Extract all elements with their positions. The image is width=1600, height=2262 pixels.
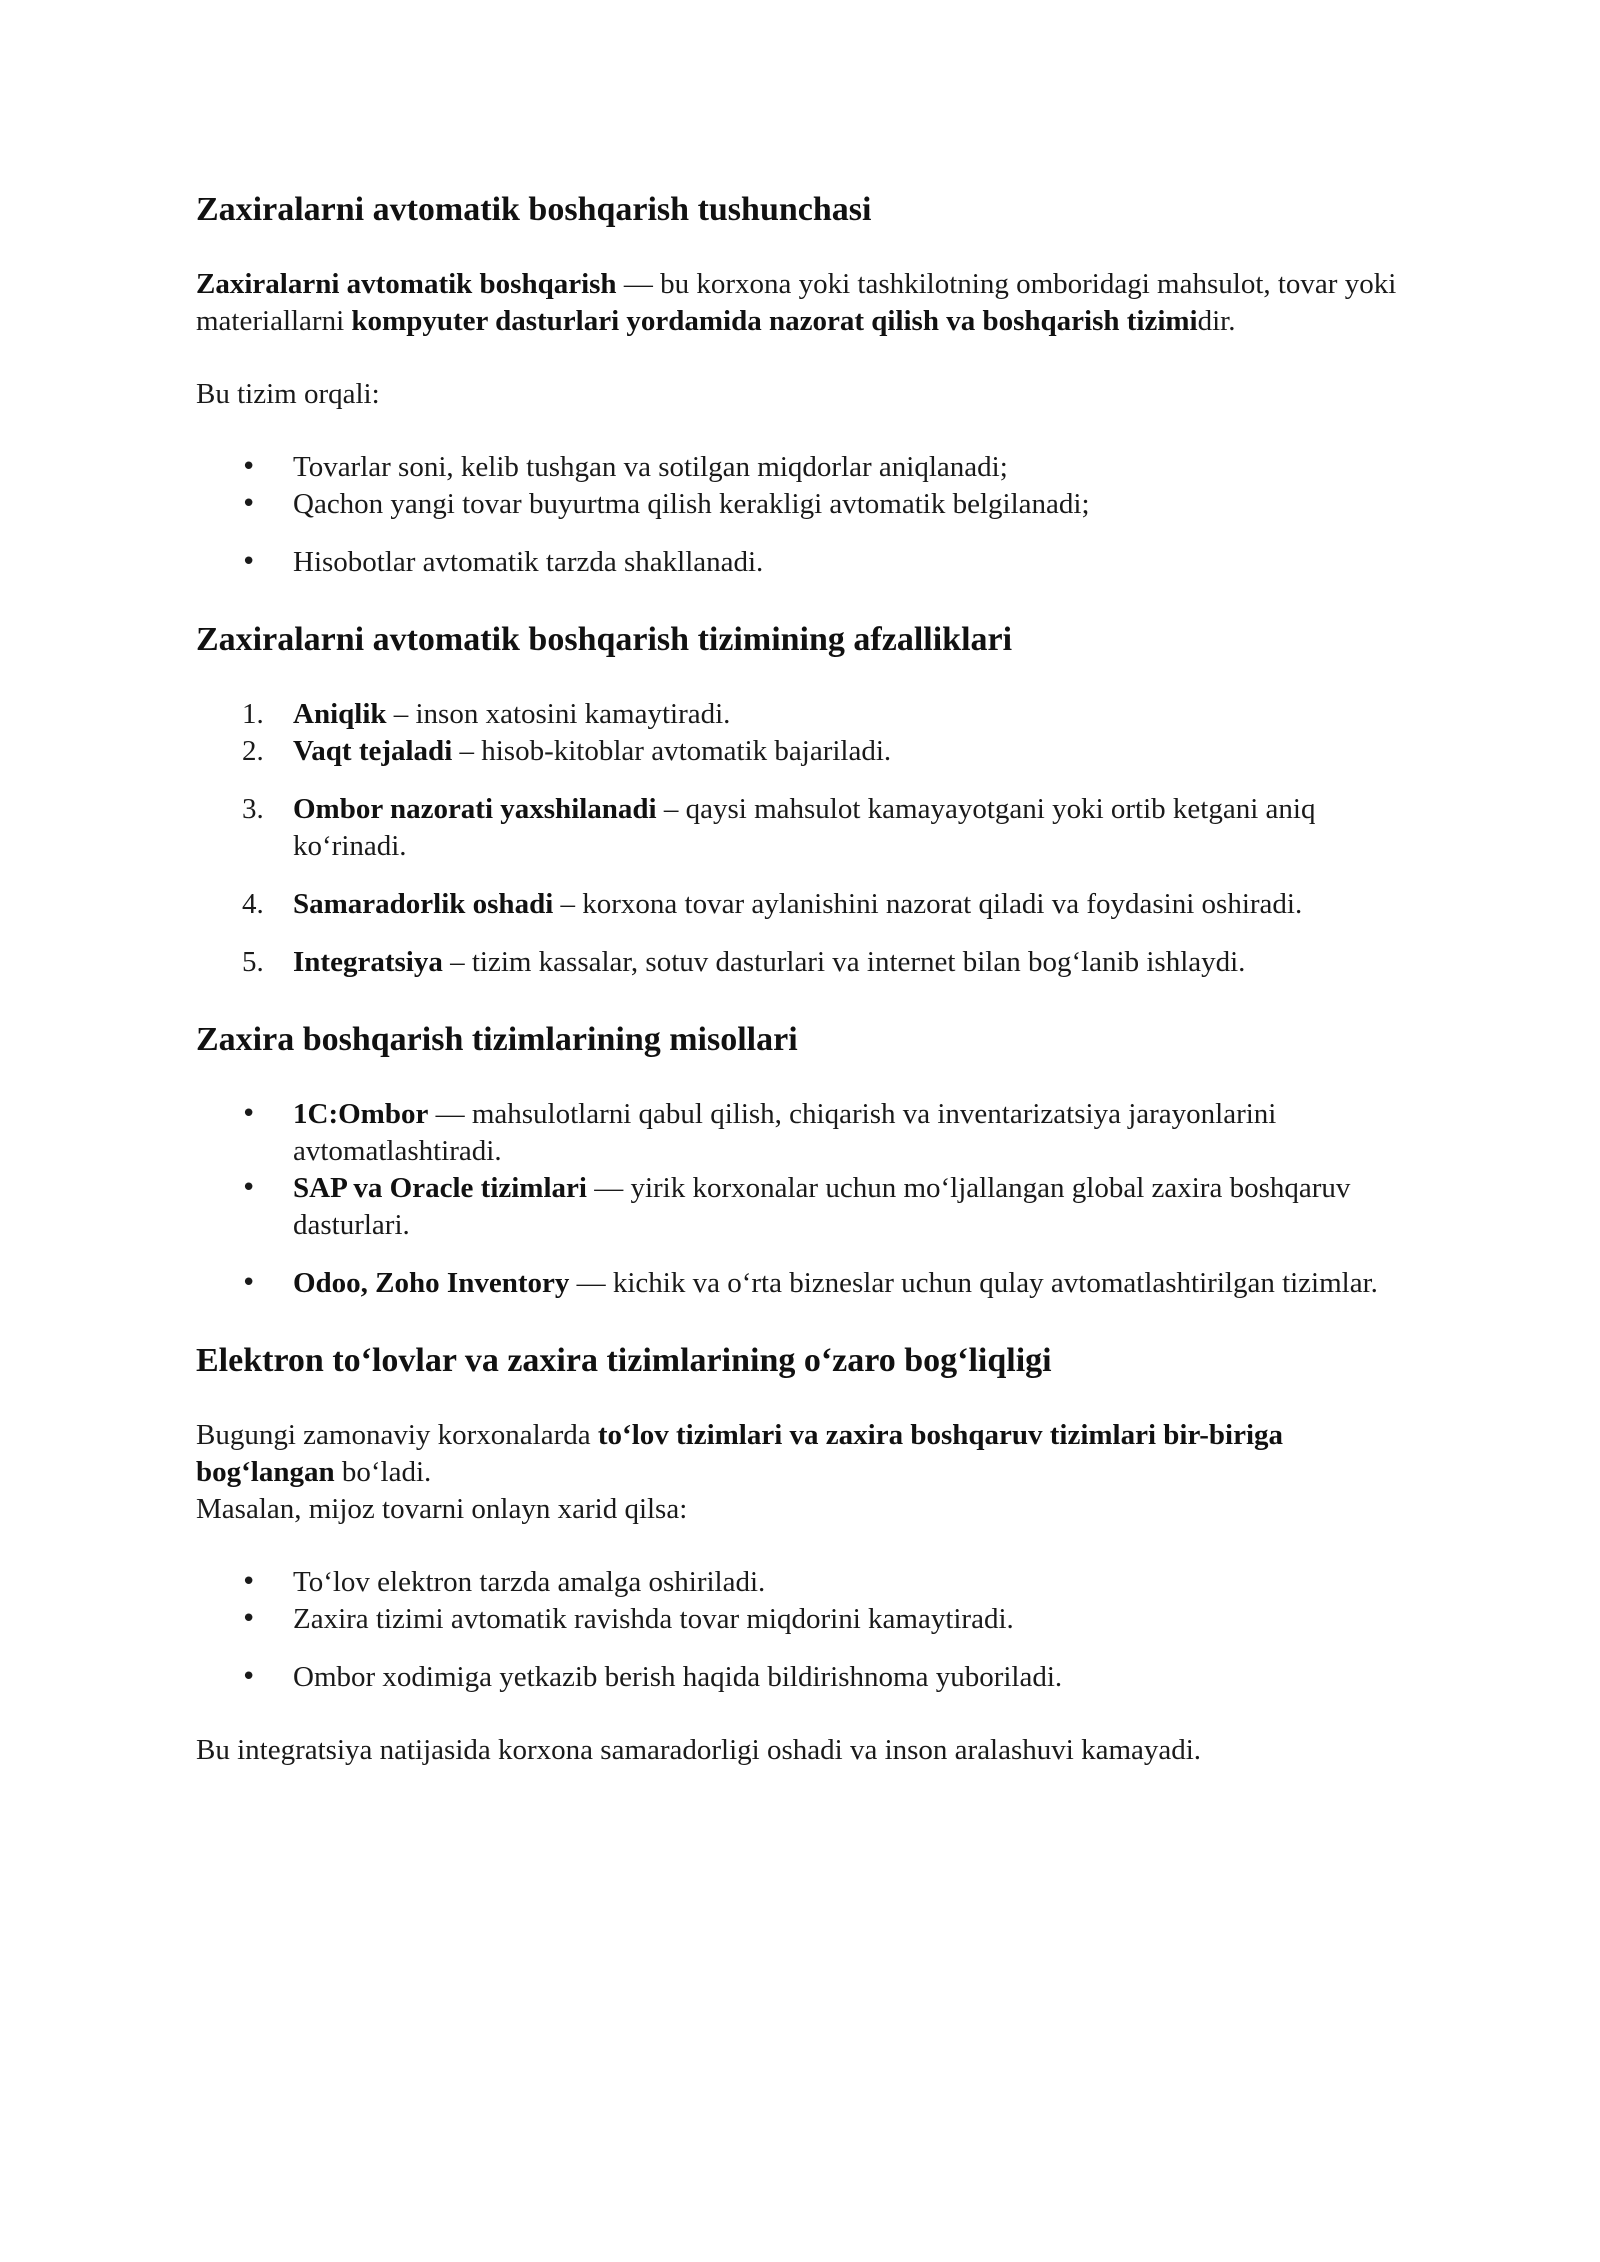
list-item-text: – tizim kassalar, sotuv dasturlari va internet bilan bog‘lanib ishlaydi. <box>442 946 1246 978</box>
section-heading: Zaxira boshqarish tizimlarining misollari <box>196 1021 798 1058</box>
bullet-list <box>196 1564 1426 1696</box>
section-heading: Zaxiralarni avtomatik boshqarish tizimining afzalliklari <box>196 621 1013 658</box>
document-page <box>196 190 1426 1769</box>
list-item <box>196 1170 1426 1244</box>
bold-term: Ombor nazorati yaxshilanadi <box>293 793 657 825</box>
bold-term: SAP va Oracle tizimlari <box>293 1172 587 1204</box>
list-item: • Hisobotlar avtomatik tarzda shakllanadi. <box>196 544 1426 581</box>
definition-paragraph <box>196 266 1426 340</box>
bold-term: Integratsiya <box>293 946 443 978</box>
list-item-text: – inson xatosini kamaytiradi. <box>386 698 731 730</box>
bullet-list <box>196 1096 1426 1302</box>
paragraph-text: bo‘ladi. <box>334 1456 432 1488</box>
bold-term: Zaxiralarni avtomatik boshqarish <box>196 268 617 300</box>
list-number: 5. <box>242 946 264 978</box>
bold-term: Odoo, Zoho Inventory <box>293 1267 570 1299</box>
list-number: 2. <box>242 735 264 767</box>
list-item <box>196 1096 1426 1170</box>
paragraph-text: Bugungi zamonaviy korxonalarda <box>196 1419 598 1451</box>
paragraph-text: dir. <box>1197 305 1236 337</box>
list-item: • Qachon yangi tovar buyurtma qilish kerakligi avtomatik belgilanadi; <box>196 486 1426 523</box>
lead-paragraph: Bu tizim orqali: <box>196 378 380 410</box>
section-heading: Zaxiralarni avtomatik boshqarish tushunchasi <box>196 191 872 228</box>
bold-term: to‘lov tizimlari va zaxira boshqaruv tizimlari bir-biriga bog‘langan <box>196 1419 1284 1488</box>
list-item-text: – korxona tovar aylanishini nazorat qiladi va foydasini oshiradi. <box>553 888 1303 920</box>
list-number: 1. <box>242 698 264 730</box>
bold-term: 1C:Ombor <box>293 1098 429 1130</box>
list-item <box>196 791 1426 865</box>
list-item: • Zaxira tizimi avtomatik ravishda tovar miqdorini kamaytiradi. <box>196 1601 1426 1638</box>
paragraph-text: Masalan, mijoz tovarni onlayn xarid qilsa: <box>196 1493 688 1525</box>
bold-term: kompyuter dasturlari yordamida nazorat qilish va boshqarish tizimi <box>351 305 1198 337</box>
bullet-list <box>196 449 1426 581</box>
list-item: • Ombor xodimiga yetkazib berish haqida bildirishnoma yuboriladi. <box>196 1659 1426 1696</box>
bold-term: Vaqt tejaladi <box>293 735 453 767</box>
list-number: 3. <box>242 793 264 825</box>
list-item: • To‘lov elektron tarzda amalga oshiriladi. <box>196 1564 1426 1601</box>
numbered-list <box>196 696 1426 981</box>
list-item-text: – qaysi mahsulot kamayayotgani yoki ortib ketgani aniq ko‘rinadi. <box>293 793 1316 862</box>
list-item-text: — kichik va o‘rta bizneslar uchun qulay avtomatlashtirilgan tizimlar. <box>569 1267 1378 1299</box>
list-number: 4. <box>242 888 264 920</box>
bold-term: Aniqlik <box>293 698 387 730</box>
list-item <box>196 944 1426 981</box>
list-item: • Tovarlar soni, kelib tushgan va sotilgan miqdorlar aniqlanadi; <box>196 449 1426 486</box>
list-item <box>196 733 1426 770</box>
list-item-text: — mahsulotlarni qabul qilish, chiqarish va inventarizatsiya jarayonlarini avtomatlashtiradi. <box>293 1098 1277 1167</box>
list-item <box>196 696 1426 733</box>
bold-term: Samaradorlik oshadi <box>293 888 554 920</box>
list-item <box>196 1265 1426 1302</box>
list-item-text: — yirik korxonalar uchun mo‘ljallangan global zaxira boshqaruv dasturlari. <box>293 1172 1351 1241</box>
list-item <box>196 886 1426 923</box>
section-heading: Elektron to‘lovlar va zaxira tizimlarining o‘zaro bog‘liqligi <box>196 1342 1052 1379</box>
list-item-text: – hisob-kitoblar avtomatik bajariladi. <box>452 735 892 767</box>
intro-paragraph <box>196 1417 1426 1528</box>
paragraph-text: — bu korxona yoki tashkilotning omboridagi mahsulot, tovar yoki materiallarni <box>196 268 1397 337</box>
conclusion-paragraph: Bu integratsiya natijasida korxona samaradorligi oshadi va inson aralashuvi kamayadi. <box>196 1734 1202 1766</box>
